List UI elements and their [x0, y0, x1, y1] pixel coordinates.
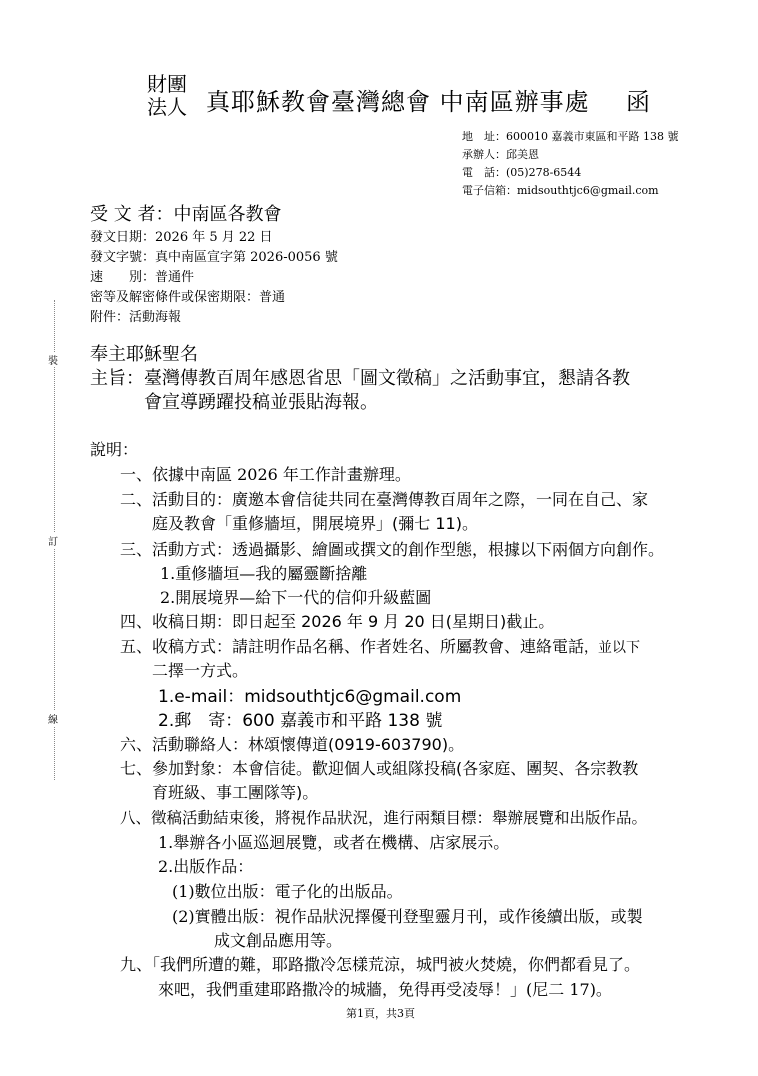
speed: 速 別：普通件 — [90, 270, 195, 285]
item-2-line2 — [152, 511, 478, 534]
issue-number: 發文字號：真中南區宣字第 2026-0056 號 — [90, 250, 338, 265]
item-6-contact: 林頌懷傳道(0919-603790)。 — [248, 735, 465, 754]
item-9-line1: 九、「我們所遭的難，耶路撒冷怎樣荒涼，城門被火焚燒，你們都看見了。 — [120, 955, 641, 974]
subject-line2: 會宣導踴躍投稿並張貼海報。 — [144, 392, 378, 413]
item-4-label: 四、收稿日期： — [120, 612, 233, 631]
contact-email: 電子信箱：midsouthtjc6@gmail.com — [462, 184, 659, 197]
item-4-deadline: 即日起至 2026 年 9 月 20 日(星期日)截止。 — [232, 612, 555, 631]
item-8-sub1: 1.舉辦各小區巡迴展覽，或者在機構、店家展示。 — [158, 833, 510, 852]
contact-address: 地 址：600010 嘉義市東區和平路 138 號 — [462, 130, 679, 143]
item-3-sub2: 2.開展境界—給下一代的信仰升級藍圖 — [160, 588, 432, 607]
item-2-theme: 「重修牆垣，開展境界」(彌七 11)。 — [216, 514, 478, 533]
page-footer: 第1頁，共3頁 — [346, 1007, 415, 1020]
item-5-line1 — [120, 634, 640, 657]
item-5-tail: ，並以下 — [584, 640, 641, 656]
doc-kind: 函 — [626, 88, 651, 116]
binding-mark-top: 裝 — [48, 352, 58, 367]
attachment: 附件：活動海報 — [90, 310, 182, 325]
secrecy: 密等及解密條件或保密期限：普通 — [90, 290, 286, 305]
item-5-label: 五、收稿方式： — [120, 637, 233, 656]
item-8-sub2: 2.出版作品： — [158, 857, 254, 876]
item-4 — [120, 609, 554, 632]
item-7-line2: 育班級、事工團隊等)。 — [152, 783, 319, 802]
subject-line1: 主旨：臺灣傳教百周年感恩省思「圖文徵稿」之活動事宜，懇請各教 — [90, 368, 630, 389]
item-8-line1: 八、徵稿活動結束後，將視作品狀況，進行兩類目標：舉辦展覽和出版作品。 — [120, 809, 648, 827]
item-1: 一、依據中南區 2026 年工作計畫辦理。 — [120, 465, 411, 484]
item-9-line2: 來吧，我們重建耶路撒冷的城牆，免得再受凌辱！」(尼二 17)。 — [158, 980, 612, 999]
org-name: 真耶穌教會臺灣總會 中南區辦事處 — [206, 88, 590, 116]
item-3-sub1: 1.重修牆垣—我的屬靈斷捨離 — [160, 564, 368, 583]
recipient: 受 文 者：中南區各教會 — [90, 204, 282, 225]
item-5-required: 請註明作品名稱、作者姓名、所屬教會、連絡電話 — [232, 637, 585, 656]
issue-date: 發文日期：2026 年 5 月 22 日 — [90, 230, 273, 245]
item-6 — [120, 732, 464, 755]
item-3-line1: 三、活動方式：透過攝影、繪圖或撰文的創作型態，根據以下兩個方向創作。 — [120, 540, 665, 559]
explain-label: 說明： — [90, 440, 139, 459]
salutation: 奉主耶穌聖名 — [90, 344, 198, 365]
binding-mark-bottom: 線 — [48, 711, 58, 726]
item-2-line1: 二、活動目的：廣邀本會信徒共同在臺灣傳教百周年之際，一同在自己、家 — [120, 490, 649, 509]
item-2-line2-a: 庭及教會 — [152, 514, 217, 533]
contact-phone: 電 話：(05)278-6544 — [462, 166, 582, 179]
item-6-label: 六、活動聯絡人： — [120, 735, 249, 754]
contact-handler: 承辦人：邱美恩 — [462, 148, 539, 161]
binding-mark-middle: 訂 — [48, 533, 58, 548]
item-7-invite: 歡迎個人或組隊投稿(各家庭、團契、各宗教教 — [312, 759, 639, 778]
item-7-line1 — [120, 756, 638, 779]
item-5-email: 1.e-mail：midsouthtjc6@gmail.com — [158, 687, 462, 707]
item-5-line2: 二擇一方式。 — [152, 661, 249, 680]
org-type — [147, 73, 187, 119]
org-type-line1: 財團 — [147, 72, 187, 96]
item-8-sub2b-line2: 成文創品應用等。 — [214, 931, 343, 950]
item-7-label: 七、參加對象：本會信徒。 — [120, 759, 313, 778]
item-8-sub2b-line1: (2)實體出版：視作品狀況擇優刊登聖靈月刊，或作後續出版，或製 — [172, 907, 643, 926]
item-5-mail: 2.郵 寄：600 嘉義市和平路 138 號 — [158, 711, 443, 731]
item-8-sub2a: (1)數位出版：電子化的出版品。 — [172, 882, 403, 901]
org-type-line2: 法人 — [147, 95, 187, 119]
